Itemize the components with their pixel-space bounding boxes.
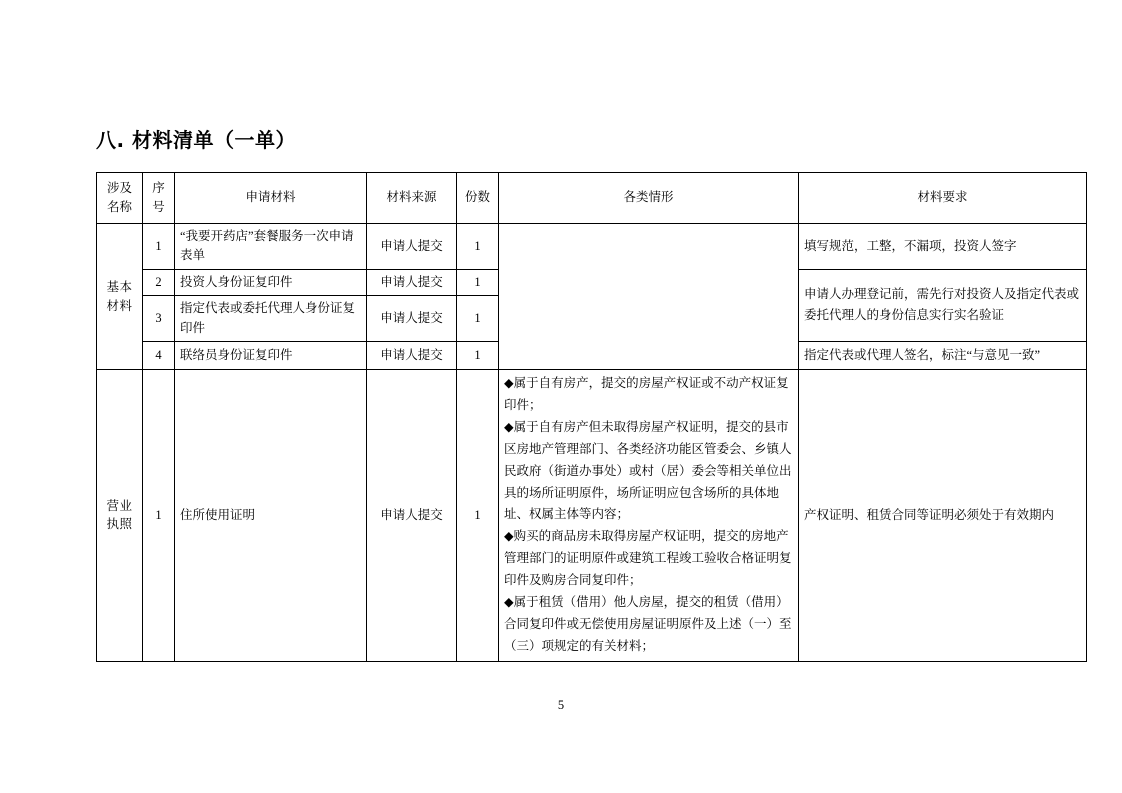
row-requirement: 产权证明、租赁合同等证明必须处于有效期内: [799, 370, 1087, 661]
group-label-license: [97, 370, 143, 661]
row-source: 申请人提交: [367, 269, 457, 295]
row-source: 申请人提交: [367, 224, 457, 270]
column-header-name-label: 涉及名称: [106, 181, 132, 214]
row-seq: 1: [143, 370, 175, 661]
case-item: ◆属于自有房产但未取得房屋产权证明，提交的县市区房地产管理部门、各类经济功能区管委会、乡镇人民政府（街道办事处）或村（居）委会等相关单位出具的场所证明原件，场所证明应包含场所的具体地址、权属主体等内容；: [504, 419, 792, 522]
row-cases: [499, 224, 799, 370]
row-source: 申请人提交: [367, 296, 457, 342]
row-count: 1: [457, 296, 499, 342]
case-item: ◆购买的商品房未取得房屋产权证明，提交的房地产管理部门的证明原件或建筑工程竣工验收合格证明复印件及购房合同复印件；: [504, 529, 792, 587]
row-count: 1: [457, 269, 499, 295]
page-title: 八. 材料清单（一单）: [96, 128, 297, 152]
row-count: 1: [457, 224, 499, 270]
table-row: [97, 370, 1087, 661]
column-header-count: 份数: [457, 173, 499, 224]
row-cases-list: [499, 370, 799, 661]
row-seq: 4: [143, 341, 175, 369]
row-count: 1: [457, 341, 499, 369]
table-body: [97, 224, 1087, 662]
table-row: [97, 224, 1087, 270]
row-material: “我要开药店”套餐服务一次申请表单: [175, 224, 367, 270]
column-header-source: 材料来源: [367, 173, 457, 224]
row-material: 联络员身份证复印件: [175, 341, 367, 369]
column-header-seq: 序号: [143, 173, 175, 224]
case-item: ◆属于租赁（借用）他人房屋，提交的租赁（借用）合同复印件或无偿使用房屋证明原件及上述（一）至（三）项规定的有关材料；: [504, 594, 792, 653]
row-seq: 2: [143, 269, 175, 295]
column-header-requirement: 材料要求: [799, 173, 1087, 224]
row-requirement: 指定代表或代理人签名，标注“与意见一致”: [799, 341, 1087, 369]
group-label-basic: [97, 224, 143, 370]
material-list-table: [96, 172, 1087, 662]
group-label-basic-text: 基本材料: [106, 279, 133, 313]
row-count: 1: [457, 370, 499, 661]
row-source: 申请人提交: [367, 341, 457, 369]
column-header-cases: 各类情形: [499, 173, 799, 224]
row-source: 申请人提交: [367, 370, 457, 661]
case-item: ◆属于自有房产，提交的房屋产权证或不动产权证复印件；: [504, 376, 789, 412]
row-requirement: 填写规范，工整，不漏项，投资人签字: [799, 224, 1087, 270]
table-header: [97, 173, 1087, 224]
column-header-name: [97, 173, 143, 224]
group-label-license-text: 营业执照: [106, 498, 133, 532]
row-material: 指定代表或委托代理人身份证复印件: [175, 296, 367, 342]
column-header-material: 申请材料: [175, 173, 367, 224]
table-header-row: [97, 173, 1087, 224]
page-number: 5: [557, 698, 565, 712]
row-material: 住所使用证明: [175, 370, 367, 661]
row-requirement: 申请人办理登记前，需先行对投资人及指定代表或委托代理人的身份信息实行实名验证: [799, 269, 1087, 341]
row-seq: 1: [143, 224, 175, 270]
row-material: 投资人身份证复印件: [175, 269, 367, 295]
row-seq: 3: [143, 296, 175, 342]
